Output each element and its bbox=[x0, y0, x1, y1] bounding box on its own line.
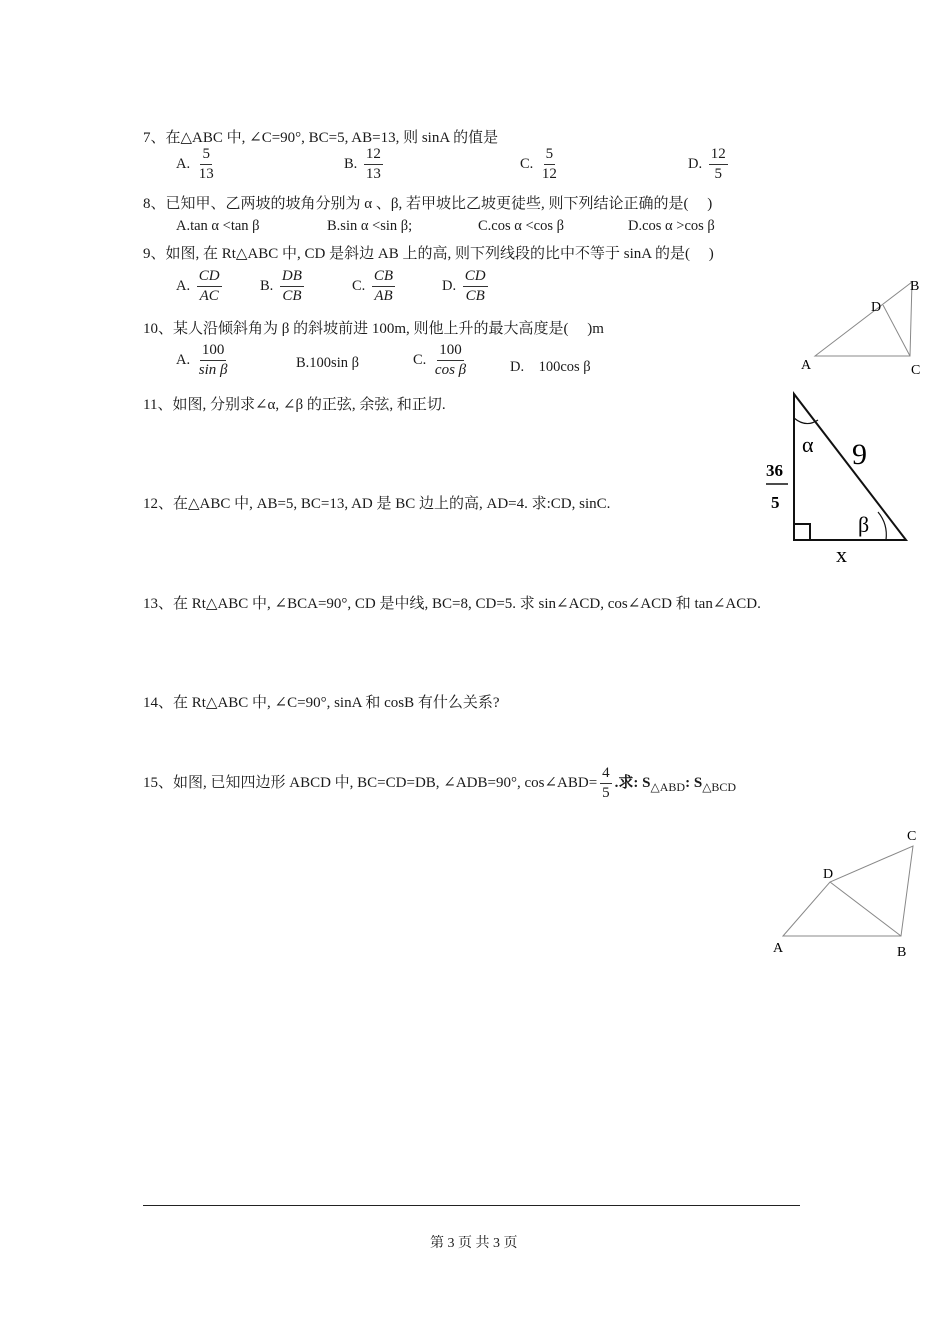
page-number: 第 3 页 共 3 页 bbox=[430, 1236, 518, 1251]
frac-den: sin β bbox=[198, 362, 228, 379]
frac-num: 4 bbox=[600, 765, 612, 784]
quadrilateral-abcd bbox=[783, 846, 913, 936]
q9-figure bbox=[795, 272, 930, 382]
q15-text-before: 15、如图, 已知四边形 ABCD 中, BC=CD=DB, ∠ADB=90°, cos∠ABD= bbox=[143, 775, 598, 792]
q7-option-a bbox=[176, 146, 219, 184]
option-label: B. bbox=[344, 156, 358, 173]
q8-option-c: C.cos α <cos β bbox=[478, 218, 564, 234]
right-triangle bbox=[794, 394, 906, 540]
frac-den: 5 bbox=[602, 785, 610, 802]
q7-option-d bbox=[688, 146, 731, 184]
q9-option-a bbox=[176, 268, 225, 306]
frac-den: CB bbox=[282, 288, 302, 305]
q10-option-d: D. 100cos β bbox=[510, 359, 591, 375]
label-d: D bbox=[871, 300, 882, 315]
diagonal-db bbox=[830, 882, 901, 936]
option-label: C. bbox=[352, 278, 366, 295]
side-num: 36 bbox=[766, 461, 783, 480]
beta-label: β bbox=[858, 512, 870, 537]
frac-den: 12 bbox=[541, 166, 557, 183]
triangle-abc bbox=[815, 282, 912, 356]
frac-num: DB bbox=[280, 268, 304, 287]
option-label: A. bbox=[176, 352, 191, 369]
side-den: 5 bbox=[771, 493, 780, 512]
base-label: x bbox=[836, 542, 847, 567]
q10-option-b: B.100sin β bbox=[296, 355, 359, 371]
q8-option-a: A.tan α <tan β bbox=[176, 218, 260, 234]
label-a: A bbox=[801, 358, 812, 373]
q9-option-b bbox=[260, 268, 307, 306]
frac-num: 100 bbox=[437, 342, 464, 361]
option-label: D. bbox=[442, 278, 457, 295]
q7-option-b bbox=[344, 146, 386, 184]
frac-num: 5 bbox=[200, 146, 212, 165]
q7-option-c bbox=[520, 146, 562, 184]
q13-text: 13、在 Rt△ABC 中, ∠BCA=90°, CD 是中线, BC=8, CD=5. 求 sin∠ACD, cos∠ACD 和 tan∠ACD. bbox=[143, 596, 761, 612]
frac-den: AC bbox=[199, 288, 219, 305]
label-d: D bbox=[823, 867, 834, 882]
option-label: C. bbox=[520, 156, 534, 173]
q15-figure bbox=[765, 820, 925, 965]
q8-option-d: D.cos α >cos β bbox=[628, 218, 715, 234]
hypotenuse-label: 9 bbox=[852, 438, 867, 471]
label-a: A bbox=[773, 941, 784, 956]
q14-text: 14、在 Rt△ABC 中, ∠C=90°, sinA 和 cosB 有什么关系? bbox=[143, 695, 500, 711]
label-c: C bbox=[907, 829, 917, 844]
label-c: C bbox=[911, 363, 921, 378]
q9-option-c bbox=[352, 268, 398, 306]
option-label: C. bbox=[413, 352, 427, 369]
option-label: A. bbox=[176, 156, 191, 173]
beta-arc bbox=[878, 512, 886, 540]
option-label: D. bbox=[688, 156, 703, 173]
right-angle-mark bbox=[794, 524, 810, 540]
q8-option-b: B.sin α <sin β; bbox=[327, 218, 413, 234]
frac-num: 100 bbox=[200, 342, 227, 361]
footer-divider bbox=[143, 1205, 800, 1206]
frac-num: CB bbox=[372, 268, 395, 287]
q9-text: 9、如图, 在 Rt△ABC 中, CD 是斜边 AB 上的高, 则下列线段的比中不等于 sinA 的是( ) bbox=[143, 246, 714, 262]
label-b: B bbox=[897, 945, 907, 960]
frac-num: 12 bbox=[709, 146, 728, 165]
q9-option-d bbox=[442, 268, 491, 306]
frac-num: CD bbox=[197, 268, 222, 287]
q10-option-a bbox=[176, 342, 232, 380]
frac-den: 5 bbox=[714, 166, 722, 183]
q11-text: 11、如图, 分别求∠α, ∠β 的正弦, 余弦, 和正切. bbox=[143, 397, 446, 413]
q15-sub-abd: △ABD bbox=[650, 780, 686, 795]
alpha-label: α bbox=[802, 432, 814, 457]
q7-text: 7、在△ABC 中, ∠C=90°, BC=5, AB=13, 则 sinA 的值是 bbox=[143, 130, 499, 146]
frac-den: cos β bbox=[434, 362, 467, 379]
q11-figure bbox=[760, 388, 920, 568]
q10-option-c bbox=[413, 342, 471, 380]
altitude-cd bbox=[883, 305, 910, 356]
frac-den: AB bbox=[374, 288, 393, 305]
q10-text: 10、某人沿倾斜角为 β 的斜坡前进 100m, 则他上升的最大高度是( )m bbox=[143, 321, 604, 337]
frac-den: CB bbox=[465, 288, 485, 305]
frac-num: CD bbox=[463, 268, 488, 287]
frac-den: 13 bbox=[198, 166, 214, 183]
option-label: A. bbox=[176, 278, 191, 295]
frac-num: 5 bbox=[544, 146, 556, 165]
option-label: B. bbox=[260, 278, 274, 295]
q15-colon: : S bbox=[685, 775, 703, 792]
frac-num: 12 bbox=[364, 146, 383, 165]
q8-text: 8、已知甲、乙两坡的坡角分别为 α 、β, 若甲坡比乙坡更徒些, 则下列结论正确的是( ) bbox=[143, 196, 713, 212]
frac-den: 13 bbox=[365, 166, 381, 183]
q15-text bbox=[143, 765, 736, 803]
q15-sub-bcd: △BCD bbox=[702, 780, 737, 795]
q12-text: 12、在△ABC 中, AB=5, BC=13, AD 是 BC 边上的高, AD=4. 求:CD, sinC. bbox=[143, 496, 611, 512]
label-b: B bbox=[910, 279, 920, 294]
q15-text-after: .求: S bbox=[614, 775, 651, 792]
